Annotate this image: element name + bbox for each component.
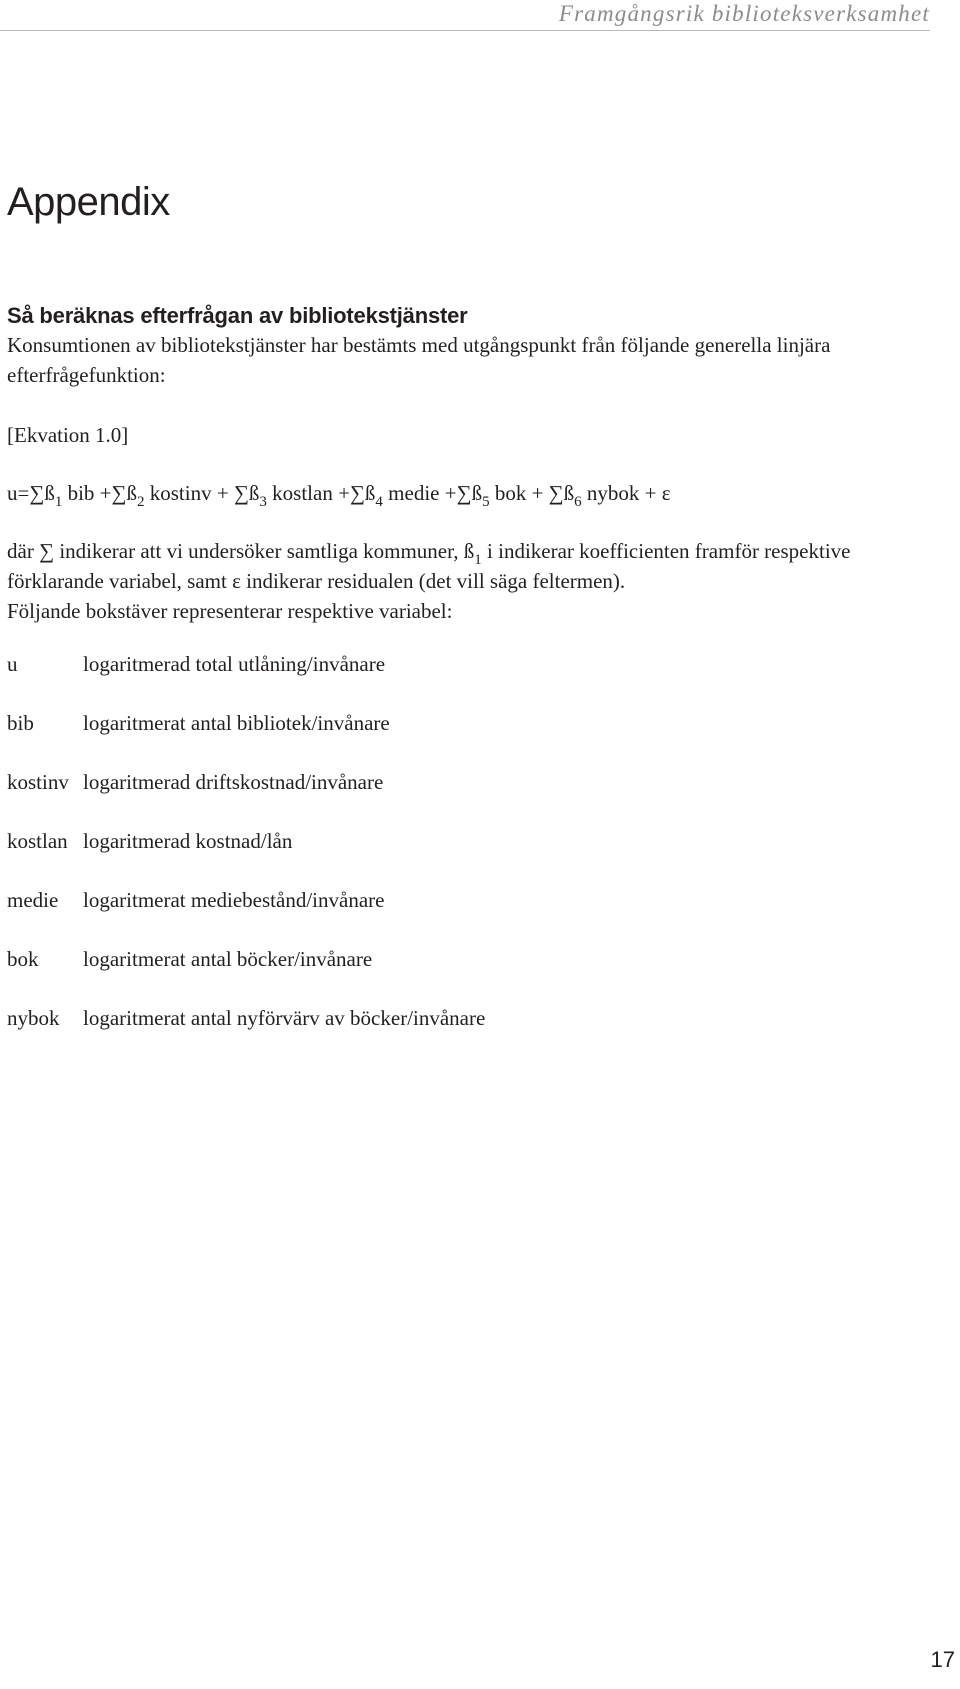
header-rule [0,30,930,31]
demand-equation: $u=\sum ß_1$ bib $+\sum ß_2$ kostinv + $\sum ß_3$ kostlan $+\sum ß_4$ medie $+\sum ß_5$ bok + $\sum ß_6$ nybok + ε [7,481,671,510]
variable-description: logaritmerad driftskostnad/invånare [83,770,384,794]
variable-description: logaritmerat antal nyförvärv av böcker/invånare [83,1006,486,1030]
equation-label: [Ekvation 1.0] [7,423,129,447]
page-title: Appendix [7,180,170,224]
page-number: 17 [930,1647,955,1672]
sum-symbol: ∑ [39,539,55,563]
variable-key: u [7,652,18,676]
intro-paragraph: Konsumtionen av bibliotekstjänster har bestämts med utgångspunkt från följande generella linjära efterfrågefunktion: [7,333,831,387]
variable-key: kostlan [7,829,68,853]
variable-description: logaritmerad kostnad/lån [83,829,293,853]
variable-row [7,1003,907,1033]
variable-key: nybok [7,1006,60,1030]
variable-description: logaritmerad total utlåning/invånare [83,652,386,676]
variable-row [7,649,907,679]
variable-key: medie [7,888,59,912]
variable-row [7,767,907,797]
variable-row [7,885,907,915]
explanation-paragraph: där ∑ indikerar att vi undersöker samtliga kommuner, $ß_1$ i indikerar koefficienten framför respektive förklarande variabel, samt ε indikerar residualen (det vill säga feltermen). Följande bokstäver representerar respektive variabel: [7,539,851,623]
variable-description: logaritmerat mediebestånd/invånare [83,888,385,912]
variable-key: bok [7,947,39,971]
equation-lhs: u= [7,481,30,505]
epsilon-symbol: ε [232,569,241,593]
variable-row [7,708,907,738]
variable-key: bib [7,711,34,735]
variable-description: logaritmerat antal böcker/invånare [83,947,373,971]
section-heading: Så beräknas efterfrågan av bibliotekstjänster [7,303,468,328]
variable-row [7,826,907,856]
variable-description: logaritmerat antal bibliotek/invånare [83,711,390,735]
variable-row [7,944,907,974]
variable-key: kostinv [7,770,69,794]
running-header: Framgångsrik biblioteksverksamhet [558,1,930,26]
